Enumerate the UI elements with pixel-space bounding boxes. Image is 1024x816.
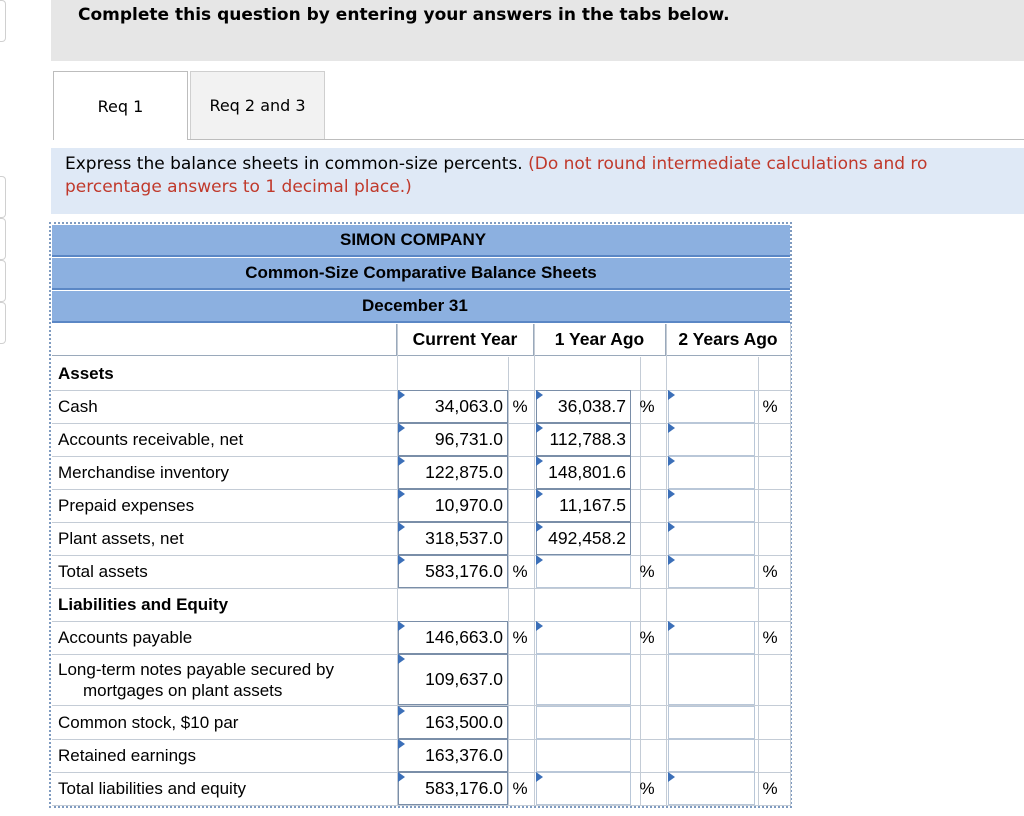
side-panel-fragment	[0, 218, 6, 260]
percent-sign: %	[762, 561, 778, 581]
tab-label: Req 2 and 3	[209, 96, 306, 115]
grid-line	[52, 805, 790, 806]
percent-sign: %	[639, 627, 655, 647]
row-label: Total assets	[58, 561, 148, 581]
row-label: Prepaid expenses	[58, 495, 195, 515]
two-years-ago-input[interactable]	[668, 522, 755, 555]
one-year-ago-input[interactable]	[536, 621, 631, 654]
answer-flag-icon	[536, 621, 543, 631]
two-years-ago-input[interactable]	[668, 739, 755, 772]
answer-flag-icon	[668, 390, 675, 400]
answer-flag-icon	[668, 772, 675, 782]
two-years-ago-input[interactable]	[668, 654, 755, 705]
one-year-ago-input[interactable]	[536, 390, 631, 423]
percent-sign: %	[639, 561, 655, 581]
two-years-ago-input[interactable]	[668, 621, 755, 654]
amount-value: 318,537.0	[425, 528, 503, 548]
table-title: Common-Size Comparative Balance Sheets	[52, 258, 790, 290]
current-year-amount	[398, 772, 508, 805]
row-label	[58, 654, 334, 705]
answer-flag-icon	[536, 522, 543, 532]
row-label: Common stock, $10 par	[58, 712, 239, 732]
one-year-ago-input[interactable]	[536, 706, 631, 739]
answer-flag-icon	[398, 706, 405, 716]
one-year-ago-input[interactable]	[536, 456, 631, 489]
row-label: Plant assets, net	[58, 528, 184, 548]
answer-flag-icon	[398, 489, 405, 499]
instruction-box	[51, 148, 1024, 214]
answer-flag-icon	[536, 456, 543, 466]
percent-sign: %	[762, 627, 778, 647]
amount-value: 109,637.0	[425, 669, 503, 689]
two-years-ago-input[interactable]	[668, 555, 755, 588]
answer-flag-icon	[398, 522, 405, 532]
amount-value: 11,167.5	[559, 495, 626, 515]
answer-flag-icon	[398, 621, 405, 631]
amount-value: 163,376.0	[425, 745, 503, 765]
current-year-amount	[398, 423, 508, 456]
question-banner	[51, 0, 1024, 61]
two-years-ago-input[interactable]	[668, 456, 755, 489]
company-name: SIMON COMPANY	[52, 225, 790, 257]
amount-value: 10,970.0	[434, 495, 503, 515]
amount-value: 583,176.0	[425, 561, 503, 581]
answer-flag-icon	[668, 621, 675, 631]
answer-flag-icon	[536, 555, 543, 565]
percent-sign: %	[639, 396, 655, 416]
percent-sign: %	[512, 778, 528, 798]
side-panel-fragment	[0, 0, 6, 42]
answer-flag-icon	[536, 772, 543, 782]
side-panel-fragment	[0, 302, 6, 344]
row-label: Accounts payable	[58, 627, 193, 647]
percent-sign: %	[512, 627, 528, 647]
one-year-ago-input[interactable]	[536, 772, 631, 805]
answer-flag-icon	[536, 489, 543, 499]
current-year-amount	[398, 706, 508, 739]
answer-flag-icon	[398, 739, 405, 749]
percent-sign: %	[762, 778, 778, 798]
amount-value: 583,176.0	[425, 778, 503, 798]
answer-flag-icon	[668, 522, 675, 532]
instruction-main: Express the balance sheets in common-size percents.	[65, 154, 523, 174]
row-label: Merchandise inventory	[58, 462, 230, 482]
answer-flag-icon	[536, 390, 543, 400]
row-label: Cash	[58, 396, 98, 416]
two-years-ago-input[interactable]	[668, 423, 755, 456]
amount-value: 146,663.0	[425, 627, 503, 647]
one-year-ago-input[interactable]	[536, 555, 631, 588]
current-year-amount	[398, 555, 508, 588]
amount-value: 148,801.6	[548, 462, 626, 482]
current-year-amount	[398, 739, 508, 772]
amount-value: 96,731.0	[434, 429, 503, 449]
side-panel-fragment	[0, 260, 6, 302]
two-years-ago-input[interactable]	[668, 706, 755, 739]
row-label: Retained earnings	[58, 745, 196, 765]
current-year-amount	[398, 390, 508, 423]
one-year-ago-input[interactable]	[536, 522, 631, 555]
two-years-ago-input[interactable]	[668, 390, 755, 423]
answer-flag-icon	[668, 456, 675, 466]
instruction-note-line2: percentage answers to 1 decimal place.)	[65, 177, 412, 197]
row-label-line: Long-term notes payable secured by	[58, 659, 334, 679]
grid-line	[666, 324, 667, 806]
percent-sign: %	[762, 396, 778, 416]
column-header-2-years-ago: 2 Years Ago	[666, 324, 790, 356]
two-years-ago-input[interactable]	[668, 489, 755, 522]
row-label: Accounts receivable, net	[58, 429, 244, 449]
two-years-ago-input[interactable]	[668, 772, 755, 805]
one-year-ago-input[interactable]	[536, 489, 631, 522]
current-year-amount	[398, 522, 508, 555]
tab-label: Req 1	[97, 96, 144, 116]
question-prompt: Complete this question by entering your answers in the tabs below.	[78, 5, 730, 25]
amount-value: 34,063.0	[434, 396, 503, 416]
row-label-line: mortgages on plant assets	[83, 680, 283, 700]
amount-value: 163,500.0	[425, 712, 503, 732]
current-year-amount	[398, 489, 508, 522]
tab-divider	[53, 139, 1024, 140]
answer-flag-icon	[398, 456, 405, 466]
one-year-ago-input[interactable]	[536, 423, 631, 456]
amount-value: 112,788.3	[549, 429, 626, 449]
grid-line	[790, 324, 791, 806]
grid-line	[534, 324, 535, 806]
amount-value: 36,038.7	[557, 396, 626, 416]
current-year-amount	[398, 456, 508, 489]
tab-req-1[interactable]	[53, 71, 188, 140]
amount-value: 122,875.0	[425, 462, 503, 482]
side-panel-fragment	[0, 176, 6, 218]
section-heading: Assets	[58, 363, 114, 383]
answer-flag-icon	[668, 423, 675, 433]
tab-req-2-and-3[interactable]	[190, 71, 325, 139]
table-date: December 31	[52, 291, 790, 323]
percent-sign: %	[512, 396, 528, 416]
answer-flag-icon	[398, 772, 405, 782]
column-header-current-year: Current Year	[397, 324, 534, 356]
one-year-ago-input[interactable]	[536, 739, 631, 772]
answer-flag-icon	[398, 390, 405, 400]
row-label: Total liabilities and equity	[58, 778, 247, 798]
amount-value: 492,458.2	[548, 528, 626, 548]
instruction-note: (Do not round intermediate calculations and ro	[528, 154, 928, 174]
answer-flag-icon	[668, 555, 675, 565]
column-header-label	[52, 324, 397, 356]
current-year-amount	[398, 621, 508, 654]
percent-sign: %	[512, 561, 528, 581]
column-header-1-year-ago: 1 Year Ago	[534, 324, 666, 356]
section-heading: Liabilities and Equity	[58, 594, 229, 614]
one-year-ago-input[interactable]	[536, 654, 631, 705]
answer-flag-icon	[668, 489, 675, 499]
percent-sign: %	[639, 778, 655, 798]
answer-flag-icon	[536, 423, 543, 433]
answer-flag-icon	[398, 423, 405, 433]
answer-flag-icon	[398, 555, 405, 565]
answer-flag-icon	[398, 654, 405, 664]
current-year-amount	[398, 654, 508, 705]
